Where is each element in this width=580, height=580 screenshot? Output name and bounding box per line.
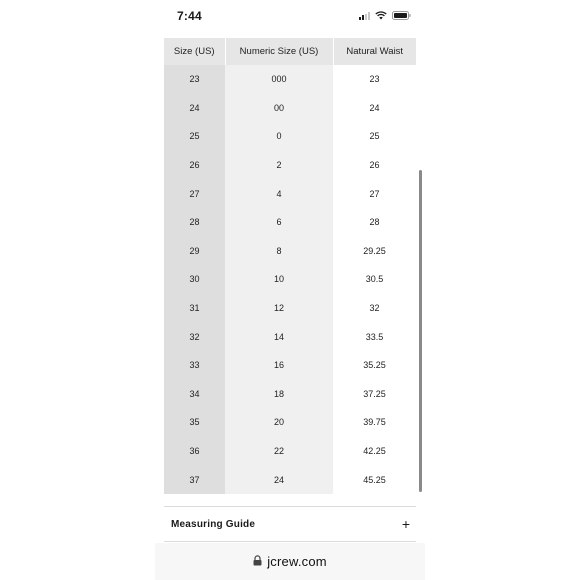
cell-natural-waist: 33.5 bbox=[333, 322, 416, 351]
cell-numeric-size-us: 22 bbox=[225, 437, 333, 466]
phone-screen bbox=[155, 0, 425, 580]
cell-numeric-size-us: 00 bbox=[225, 94, 333, 123]
status-icons bbox=[359, 11, 411, 20]
cell-size-us: 28 bbox=[164, 208, 225, 237]
cell-numeric-size-us: 20 bbox=[225, 408, 333, 437]
size-table bbox=[164, 38, 416, 494]
cell-natural-waist: 29.25 bbox=[333, 237, 416, 266]
plus-icon[interactable]: + bbox=[401, 516, 410, 532]
cell-size-us: 32 bbox=[164, 322, 225, 351]
status-time: 7:44 bbox=[177, 9, 202, 23]
cell-size-us: 30 bbox=[164, 265, 225, 294]
cell-numeric-size-us: 0 bbox=[225, 122, 333, 151]
size-chart bbox=[164, 38, 416, 494]
table-row bbox=[164, 465, 416, 494]
cell-natural-waist: 35.25 bbox=[333, 351, 416, 380]
cell-size-us: 31 bbox=[164, 294, 225, 323]
table-row bbox=[164, 122, 416, 151]
cell-size-us: 23 bbox=[164, 65, 225, 94]
table-row bbox=[164, 94, 416, 123]
header-numeric-size-us: Numeric Size (US) bbox=[225, 38, 333, 65]
cell-size-us: 29 bbox=[164, 237, 225, 266]
cell-numeric-size-us: 8 bbox=[225, 237, 333, 266]
cell-natural-waist: 27 bbox=[333, 179, 416, 208]
url-bar[interactable] bbox=[155, 543, 425, 580]
cell-numeric-size-us: 000 bbox=[225, 65, 333, 94]
cell-size-us: 24 bbox=[164, 94, 225, 123]
table-row bbox=[164, 151, 416, 180]
table-row bbox=[164, 380, 416, 409]
table-row bbox=[164, 437, 416, 466]
table-row bbox=[164, 322, 416, 351]
cell-natural-waist: 23 bbox=[333, 65, 416, 94]
cell-size-us: 33 bbox=[164, 351, 225, 380]
cell-size-us: 26 bbox=[164, 151, 225, 180]
table-row bbox=[164, 208, 416, 237]
cell-numeric-size-us: 12 bbox=[225, 294, 333, 323]
table-row bbox=[164, 294, 416, 323]
cell-natural-waist: 37.25 bbox=[333, 380, 416, 409]
cell-natural-waist: 30.5 bbox=[333, 265, 416, 294]
divider bbox=[164, 541, 416, 542]
cell-numeric-size-us: 16 bbox=[225, 351, 333, 380]
table-row bbox=[164, 237, 416, 266]
cell-size-us: 36 bbox=[164, 437, 225, 466]
measuring-guide-accordion[interactable] bbox=[164, 507, 416, 541]
scrollbar[interactable] bbox=[419, 170, 422, 492]
measuring-guide-label: Measuring Guide bbox=[171, 518, 256, 530]
table-row bbox=[164, 265, 416, 294]
cell-natural-waist: 28 bbox=[333, 208, 416, 237]
cell-numeric-size-us: 24 bbox=[225, 465, 333, 494]
cell-natural-waist: 45.25 bbox=[333, 465, 416, 494]
table-row bbox=[164, 408, 416, 437]
wifi-icon bbox=[375, 11, 387, 20]
cell-natural-waist: 39.75 bbox=[333, 408, 416, 437]
cell-natural-waist: 42.25 bbox=[333, 437, 416, 466]
cell-size-us: 34 bbox=[164, 380, 225, 409]
cell-numeric-size-us: 18 bbox=[225, 380, 333, 409]
cell-natural-waist: 24 bbox=[333, 94, 416, 123]
cellular-signal-icon bbox=[359, 12, 370, 20]
cell-numeric-size-us: 2 bbox=[225, 151, 333, 180]
cell-natural-waist: 32 bbox=[333, 294, 416, 323]
cell-size-us: 27 bbox=[164, 179, 225, 208]
cell-size-us: 37 bbox=[164, 465, 225, 494]
cell-numeric-size-us: 6 bbox=[225, 208, 333, 237]
lock-icon bbox=[253, 553, 262, 571]
cell-size-us: 35 bbox=[164, 408, 225, 437]
cell-natural-waist: 25 bbox=[333, 122, 416, 151]
battery-icon bbox=[392, 11, 411, 20]
cell-natural-waist: 26 bbox=[333, 151, 416, 180]
table-header-row bbox=[164, 38, 416, 65]
table-row bbox=[164, 65, 416, 94]
cell-size-us: 25 bbox=[164, 122, 225, 151]
url-domain: jcrew.com bbox=[267, 554, 327, 569]
cell-numeric-size-us: 14 bbox=[225, 322, 333, 351]
header-size-us: Size (US) bbox=[164, 38, 225, 65]
table-row bbox=[164, 179, 416, 208]
cell-numeric-size-us: 4 bbox=[225, 179, 333, 208]
table-row bbox=[164, 351, 416, 380]
table-body bbox=[164, 65, 416, 494]
header-natural-waist: Natural Waist bbox=[333, 38, 416, 65]
status-bar bbox=[155, 0, 425, 34]
cell-numeric-size-us: 10 bbox=[225, 265, 333, 294]
